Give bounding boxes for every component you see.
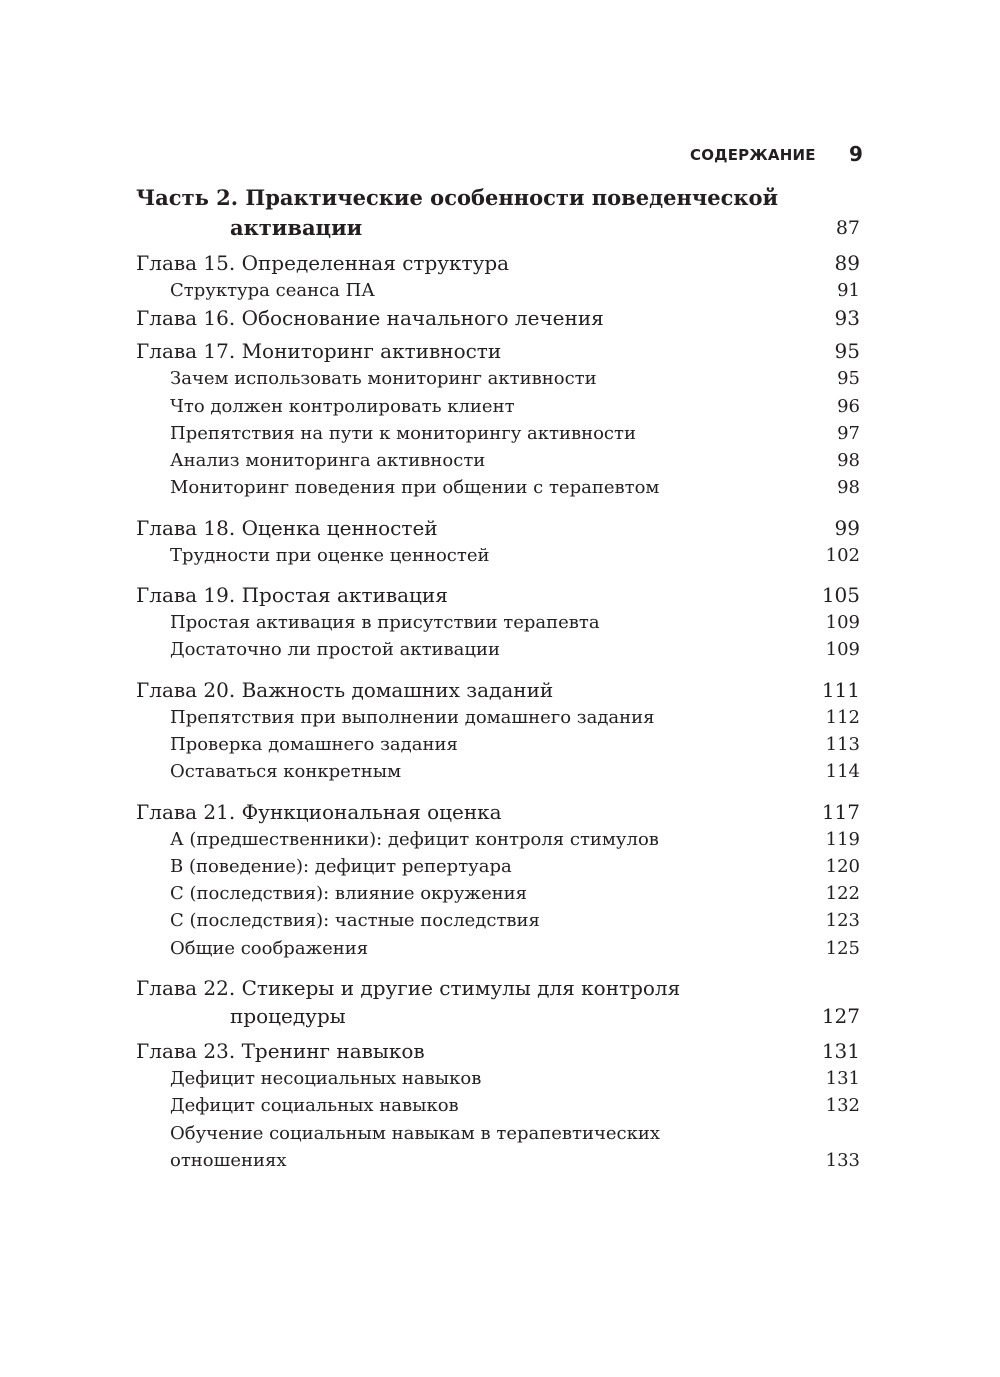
toc-chapter-17 — [136, 337, 860, 365]
toc-title: Дефицит социальных навыков — [170, 1095, 459, 1117]
toc-page: 122 — [825, 883, 860, 905]
toc-title: Глава 17. Мониторинг активности — [136, 339, 502, 364]
toc-section — [136, 365, 860, 392]
toc-section — [136, 758, 860, 785]
toc-section — [136, 704, 860, 731]
toc-title: Достаточно ли простой активации — [170, 639, 500, 661]
toc-page: 131 — [825, 1068, 860, 1090]
toc-section — [136, 1065, 860, 1092]
toc-page: 99 — [834, 515, 860, 540]
toc-section — [136, 1092, 860, 1119]
toc-title: Что должен контролировать клиент — [170, 395, 515, 417]
running-head — [0, 142, 1000, 172]
toc-title: Мониторинг поведения при общении с терапевтом — [170, 477, 660, 499]
toc-title: Структура сеанса ПА — [170, 280, 375, 301]
toc-title: В (поведение): дефицит репертуара — [170, 855, 512, 877]
toc-title: С (последствия): влияние окружения — [170, 883, 527, 905]
toc-section — [136, 907, 860, 934]
toc-chapter-18 — [136, 514, 860, 542]
toc-page: 98 — [837, 477, 860, 499]
toc-section — [136, 853, 860, 880]
toc-section — [136, 731, 860, 758]
toc-page: 112 — [825, 706, 860, 728]
running-head-title: СОДЕРЖАНИЕ — [690, 146, 816, 164]
toc-title-line: процедуры — [230, 1004, 346, 1029]
toc-title-line: Обучение социальным навыкам в терапевтических — [170, 1122, 660, 1144]
toc-page: 111 — [821, 677, 860, 702]
toc-section — [136, 447, 860, 474]
toc-title: Зачем использовать мониторинг активности — [170, 368, 597, 390]
toc-title: Препятствия на пути к мониторингу активности — [170, 422, 636, 444]
toc-title: Дефицит несоциальных навыков — [170, 1068, 482, 1090]
toc-section — [136, 420, 860, 447]
toc-title: Глава 21. Функциональная оценка — [136, 799, 502, 824]
toc-page: 125 — [825, 937, 860, 959]
toc-page: 105 — [821, 583, 860, 608]
toc-page: 98 — [837, 450, 860, 472]
toc-chapter-22 — [136, 974, 860, 1030]
toc-chapter-15 — [136, 249, 860, 277]
toc-section — [136, 393, 860, 420]
toc-page: 123 — [825, 910, 860, 932]
toc-title: С (последствия): частные последствия — [170, 910, 540, 932]
toc-page: 95 — [837, 368, 860, 390]
toc-title: Оставаться конкретным — [170, 761, 402, 783]
toc-title: Трудности при оценке ценностей — [170, 544, 490, 566]
toc-page: 133 — [825, 1149, 860, 1171]
toc-title: А (предшественники): дефицит контроля стимулов — [170, 828, 659, 850]
toc-title-line: отношениях — [170, 1149, 287, 1171]
toc-chapter-21 — [136, 798, 860, 826]
toc-section — [136, 277, 860, 304]
toc-section — [136, 935, 860, 962]
toc-title: Анализ мониторинга активности — [170, 450, 486, 472]
toc-section — [136, 636, 860, 663]
toc-section — [136, 1120, 860, 1175]
toc-title: Глава 20. Важность домашних заданий — [136, 677, 554, 702]
toc-page: 95 — [834, 339, 860, 364]
toc-chapter-16 — [136, 304, 860, 332]
toc-page: 102 — [825, 544, 860, 566]
toc-title: Простая активация в присутствии терапевта — [170, 612, 600, 634]
toc-part-2 — [136, 183, 860, 243]
toc-page: 97 — [837, 422, 860, 444]
page-number: 9 — [849, 142, 863, 166]
toc-page: 127 — [821, 1004, 860, 1029]
toc-title: Глава 19. Простая активация — [136, 583, 448, 608]
toc-page: 89 — [834, 251, 860, 275]
toc-page: 120 — [825, 855, 860, 877]
toc-title-line: Часть 2. Практические особенности поведенческой — [136, 185, 779, 210]
toc-section — [136, 880, 860, 907]
toc-section — [136, 542, 860, 569]
toc-title-line: активации — [230, 215, 363, 240]
toc-page: 114 — [825, 761, 860, 783]
toc-page: 132 — [825, 1095, 860, 1117]
toc-page: 87 — [835, 217, 860, 239]
toc-page: 113 — [825, 733, 860, 755]
toc-title: Глава 15. Определенная структура — [136, 251, 510, 275]
toc-page: 117 — [821, 799, 860, 824]
toc-page: 109 — [825, 612, 860, 634]
toc-title: Общие соображения — [170, 937, 369, 959]
toc-chapter-23 — [136, 1037, 860, 1065]
toc-section — [136, 474, 860, 501]
toc-title: Препятствия при выполнении домашнего задания — [170, 706, 655, 728]
toc-page: 96 — [837, 395, 860, 417]
toc-title: Глава 18. Оценка ценностей — [136, 515, 438, 540]
toc-page: 119 — [825, 828, 860, 850]
toc-page: 93 — [834, 306, 860, 331]
toc-chapter-19 — [136, 581, 860, 609]
toc-page: 131 — [821, 1039, 860, 1064]
toc-title-line: Глава 22. Стикеры и другие стимулы для контроля — [136, 976, 681, 1001]
toc-section — [136, 609, 860, 636]
toc-page: 91 — [837, 280, 860, 301]
toc-title: Проверка домашнего задания — [170, 733, 458, 755]
toc-section — [136, 826, 860, 853]
table-of-contents — [136, 183, 860, 1174]
toc-chapter-20 — [136, 676, 860, 704]
toc-page: 109 — [825, 639, 860, 661]
toc-title: Глава 16. Обоснование начального лечения — [136, 306, 604, 331]
toc-title: Глава 23. Тренинг навыков — [136, 1039, 425, 1064]
